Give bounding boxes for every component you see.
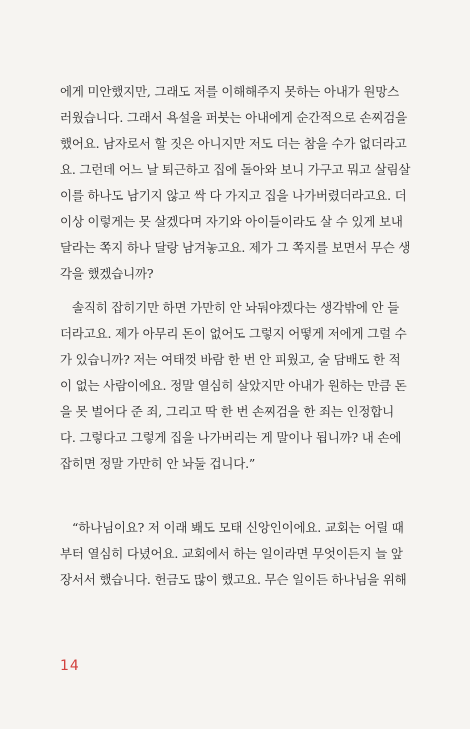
text-line: 요. 그런데 어느 날 퇴근하고 집에 돌아와 보니 가구고 뭐고 살림살 [60, 162, 411, 177]
text-line: 솔직히 잡히기만 하면 가만히 안 놔둬야겠다는 생각밖에 안 들 [72, 300, 400, 315]
text-line: 에게 미안했지만, 그래도 저를 이해해주지 못하는 아내가 원망스 [60, 84, 399, 99]
text-line: 했어요. 남자로서 할 짓은 아니지만 저도 더는 참을 수가 없더라고 [60, 136, 407, 151]
text-line: 더라고요. 제가 아무리 돈이 없어도 그렇지 어떻게 저에게 그럴 수 [60, 326, 407, 341]
text-line: 이상 이렇게는 못 살겠다며 자기와 아이들이라도 살 수 있게 보내 [60, 214, 403, 229]
text-line: 달라는 쪽지 하나 달랑 남겨놓고요. 제가 그 쪽지를 보면서 무슨 생 [60, 240, 411, 255]
text-line: 러웠습니다. 그래서 욕설을 퍼붓는 아내에게 순간적으로 손찌검을 [60, 110, 408, 125]
text-line: 각을 했겠습니까? [60, 266, 154, 281]
text-line: 장서서 했습니다. 헌금도 많이 했고요. 무슨 일이든 하나님을 위해 [60, 572, 407, 587]
page-number: 14 [60, 658, 80, 674]
text-line: “하나님이요? 저 이래 봬도 모태 신앙인이에요. 교회는 어릴 때 [72, 520, 404, 535]
text-line: 잡히면 정말 가만히 안 놔둘 겁니다.” [60, 456, 256, 471]
text-line: 을 못 벌어다 준 죄, 그리고 딱 한 번 손찌검을 한 죄는 인정합니 [60, 404, 395, 419]
text-line: 이를 하나도 남기지 않고 싹 다 가지고 집을 나가버렸더라고요. 더 [60, 188, 407, 203]
text-line: 부터 열심히 다녔어요. 교회에서 하는 일이라면 무엇이든지 늘 앞 [60, 546, 403, 561]
text-line: 이 없는 사람이에요. 정말 열심히 살았지만 아내가 원하는 만큼 돈 [60, 378, 407, 393]
text-line: 다. 그렇다고 그렇게 집을 나가버리는 게 말이나 됩니까? 내 손에 [60, 430, 402, 445]
text-line: 가 있습니까? 저는 여태껏 바람 한 번 안 피웠고, 술 담배도 한 적 [60, 352, 401, 367]
